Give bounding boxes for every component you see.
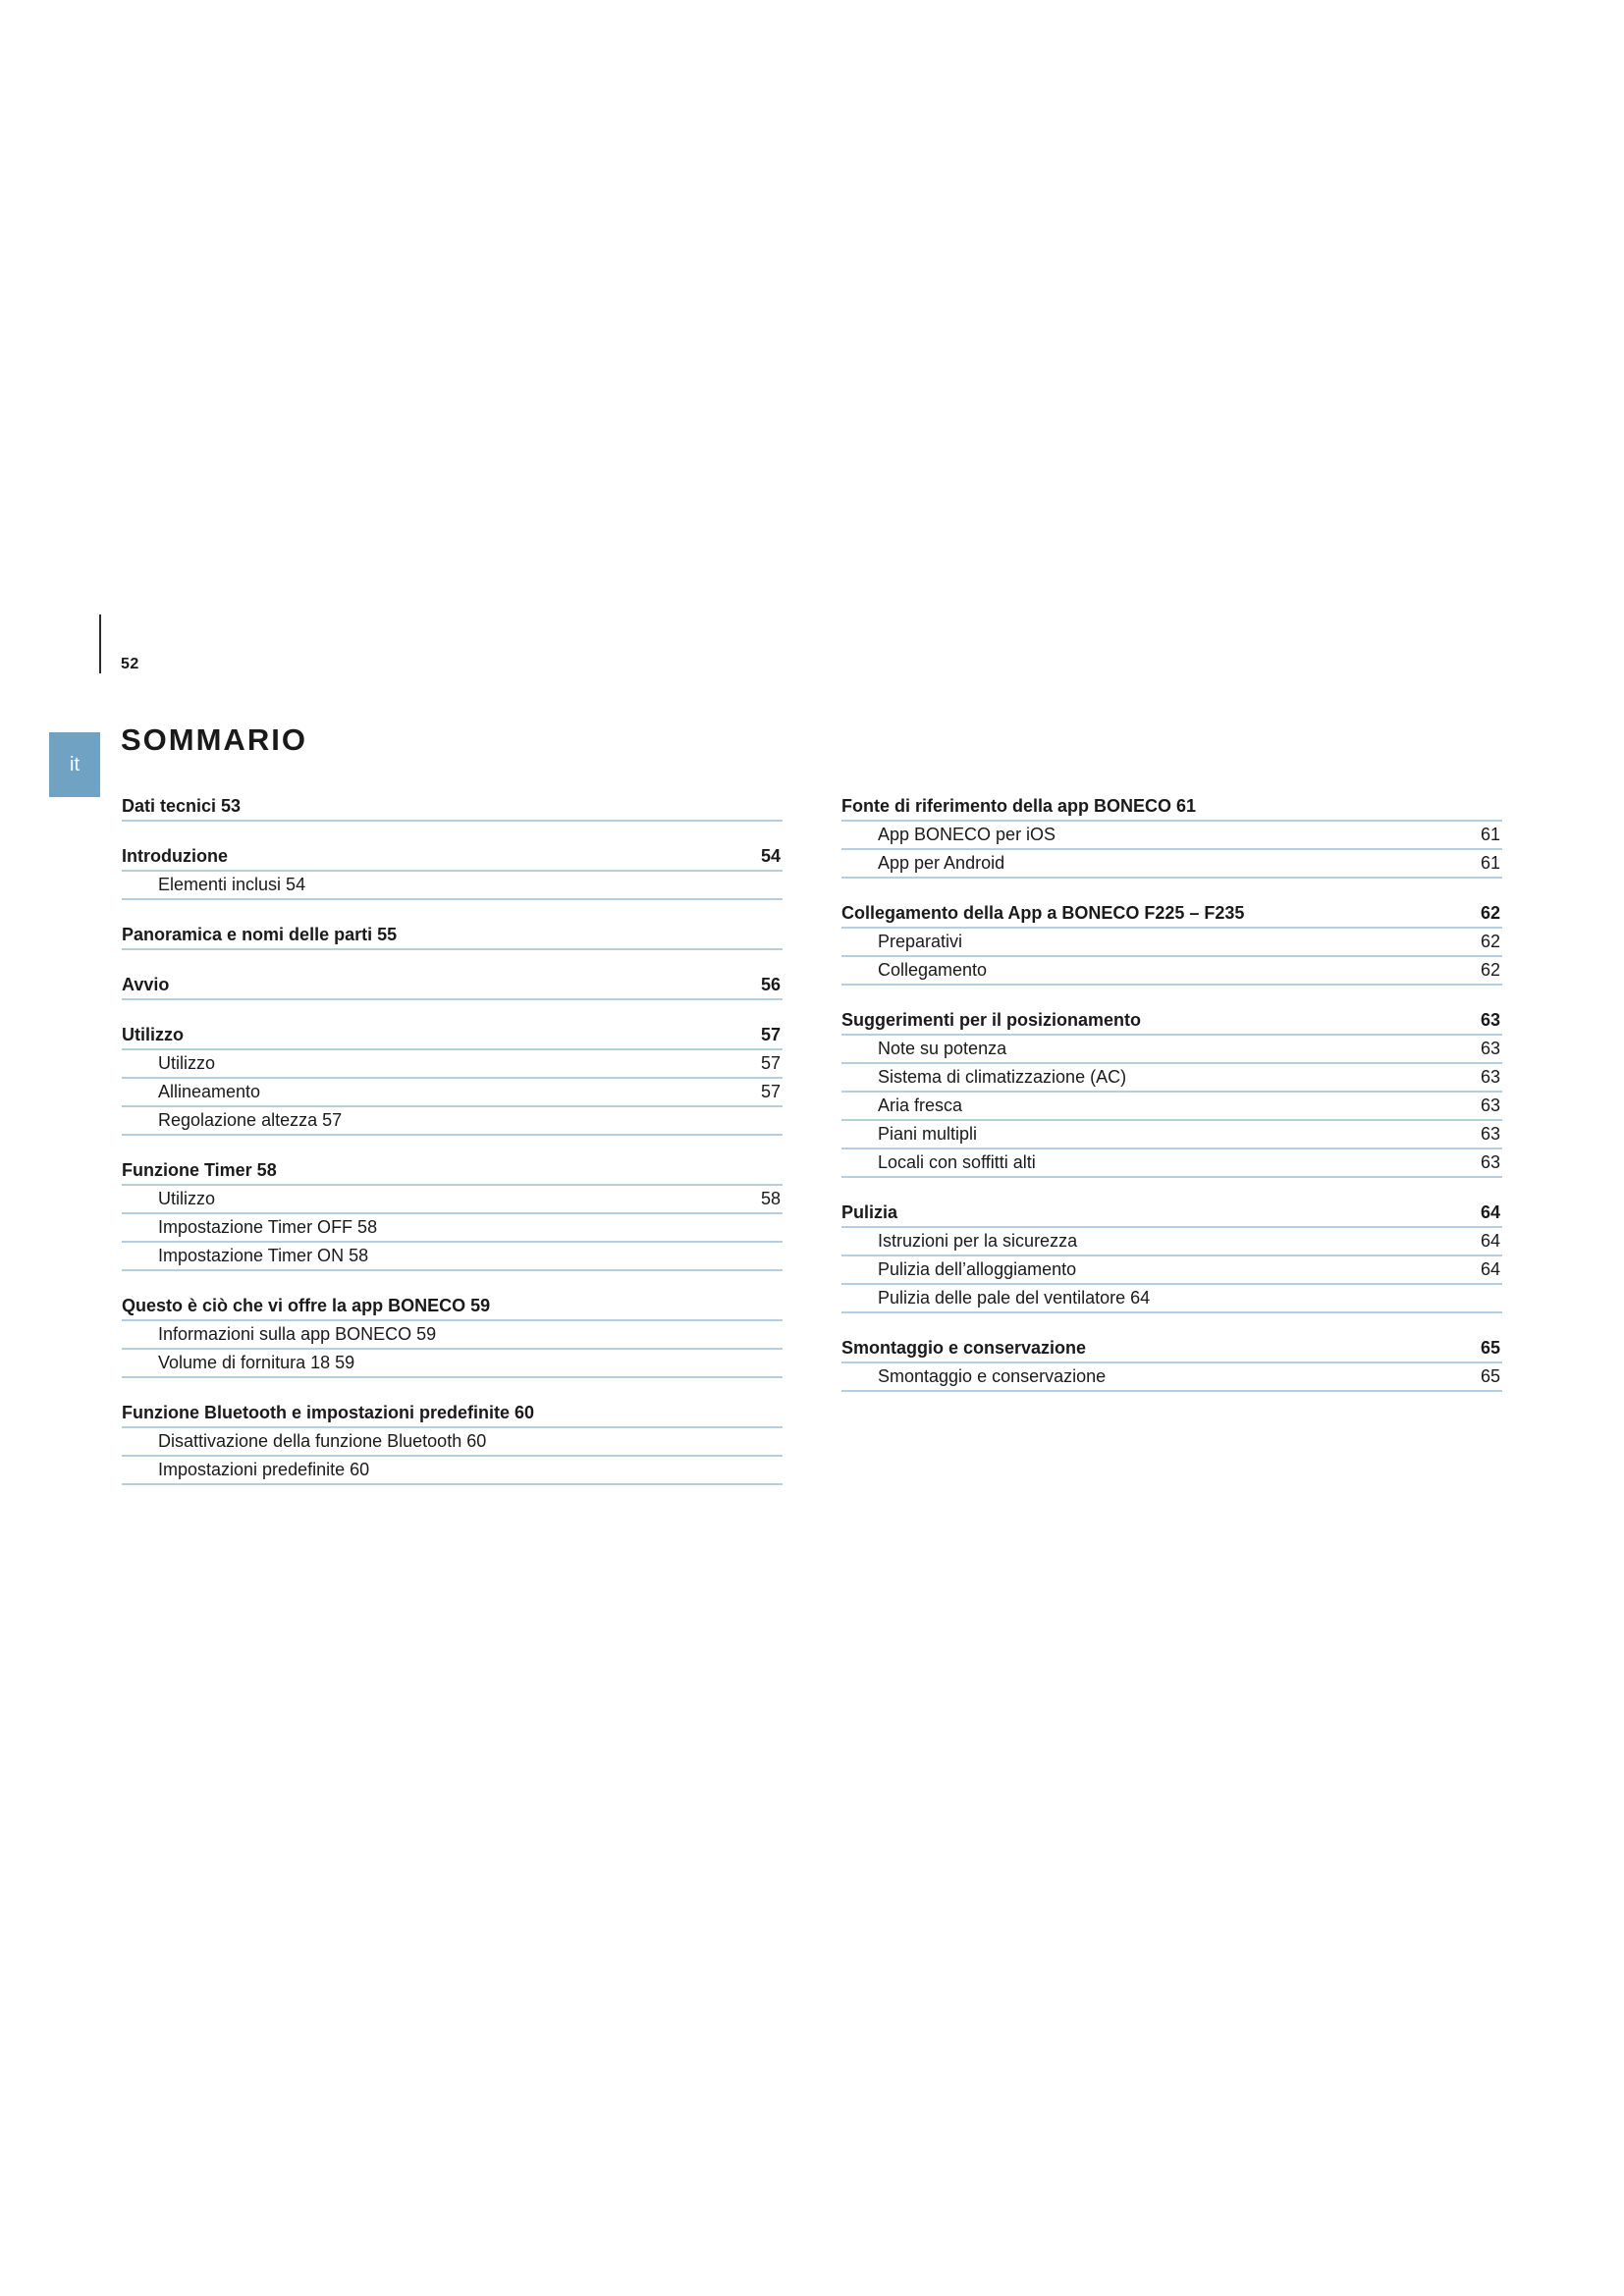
toc-heading[interactable] — [122, 1155, 783, 1186]
toc-entry[interactable] — [122, 1457, 783, 1485]
toc-heading-page: 56 — [760, 975, 781, 994]
toc-entry-page: 63 — [1480, 1124, 1500, 1144]
toc-heading-page: 64 — [1480, 1202, 1500, 1222]
toc-entry[interactable] — [841, 1363, 1502, 1392]
toc-entry-label: App BONECO per iOS — [878, 825, 1056, 844]
toc-entry[interactable] — [122, 1079, 783, 1107]
toc-entry-page: 61 — [1480, 825, 1500, 844]
toc-heading-page: 62 — [1480, 903, 1500, 923]
toc-heading-page: 63 — [1480, 1010, 1500, 1030]
toc-entry-page: 63 — [1480, 1095, 1500, 1115]
toc-entry[interactable] — [841, 957, 1502, 986]
toc-heading-page: 65 — [1480, 1338, 1500, 1358]
toc-entry-label: Volume di fornitura 18 59 — [158, 1353, 355, 1372]
toc-entry[interactable] — [122, 1214, 783, 1243]
toc-section — [122, 1398, 783, 1485]
toc-section — [841, 791, 1502, 879]
toc-entry-page: 63 — [1480, 1152, 1500, 1172]
toc-entry-label: Locali con soffitti alti — [878, 1152, 1036, 1172]
toc-heading[interactable] — [122, 1291, 783, 1321]
toc-entry[interactable] — [122, 1321, 783, 1350]
toc-heading-label: Utilizzo — [122, 1025, 184, 1044]
toc-heading-label: Collegamento della App a BONECO F225 – F235 — [841, 903, 1245, 923]
toc-heading[interactable] — [122, 791, 783, 822]
toc-entry-label: Note su potenza — [878, 1039, 1007, 1058]
toc-entry[interactable] — [841, 1036, 1502, 1064]
toc-entry[interactable] — [841, 1121, 1502, 1149]
toc-entry[interactable] — [122, 1243, 783, 1271]
toc-entry-label: Allineamento — [158, 1082, 261, 1101]
toc-heading[interactable] — [841, 898, 1502, 929]
toc-heading-label: Panoramica e nomi delle parti 55 — [122, 925, 398, 944]
toc-heading-label: Funzione Timer 58 — [122, 1160, 277, 1180]
toc-column-right — [841, 791, 1502, 1412]
toc-entry[interactable] — [841, 1285, 1502, 1313]
toc-entry-label: Sistema di climatizzazione (AC) — [878, 1067, 1127, 1087]
toc-entry[interactable] — [122, 1186, 783, 1214]
toc-entry[interactable] — [841, 929, 1502, 957]
toc-heading[interactable] — [841, 1198, 1502, 1228]
toc-heading[interactable] — [122, 1020, 783, 1050]
toc-heading-label: Introduzione — [122, 846, 228, 866]
toc-entry[interactable] — [122, 1050, 783, 1079]
toc-section — [122, 1291, 783, 1378]
toc-entry-label: Disattivazione della funzione Bluetooth 60 — [158, 1431, 487, 1451]
toc-entry-label: Pulizia delle pale del ventilatore 64 — [878, 1288, 1151, 1308]
toc-entry[interactable] — [841, 1228, 1502, 1256]
toc-section — [122, 1155, 783, 1271]
toc-entry-page: 64 — [1480, 1259, 1500, 1279]
toc-entry-label: Utilizzo — [158, 1053, 216, 1073]
toc-heading-label: Suggerimenti per il posizionamento — [841, 1010, 1142, 1030]
toc-entry[interactable] — [841, 1093, 1502, 1121]
toc-column-left — [122, 791, 783, 1505]
toc-entry-label: Piani multipli — [878, 1124, 978, 1144]
toc-entry[interactable] — [841, 1064, 1502, 1093]
toc-entry[interactable] — [841, 822, 1502, 850]
toc-entry-page: 57 — [760, 1082, 781, 1101]
toc-entry-label: Istruzioni per la sicurezza — [878, 1231, 1078, 1251]
toc-section — [841, 1005, 1502, 1178]
toc-heading[interactable] — [841, 791, 1502, 822]
toc-entry-page: 62 — [1480, 960, 1500, 980]
toc-entry-label: Aria fresca — [878, 1095, 963, 1115]
toc-entry-page: 63 — [1480, 1067, 1500, 1087]
toc-entry-page: 65 — [1480, 1366, 1500, 1386]
toc-entry[interactable] — [841, 1256, 1502, 1285]
toc-section — [841, 1333, 1502, 1392]
toc-entry-page: 57 — [760, 1053, 781, 1073]
toc-heading[interactable] — [841, 1005, 1502, 1036]
toc-heading-label: Smontaggio e conservazione — [841, 1338, 1087, 1358]
toc-section — [122, 920, 783, 950]
toc-entry-page: 63 — [1480, 1039, 1500, 1058]
toc-entry[interactable] — [122, 1107, 783, 1136]
toc-heading-label: Dati tecnici 53 — [122, 796, 242, 816]
toc-entry-label: Collegamento — [878, 960, 988, 980]
toc-section — [122, 791, 783, 822]
toc-entry-page: 62 — [1480, 932, 1500, 951]
page-title: SOMMARIO — [121, 722, 307, 757]
toc-entry-label: Preparativi — [878, 932, 963, 951]
toc-heading[interactable] — [122, 920, 783, 950]
toc-section — [841, 898, 1502, 986]
toc-entry-page: 61 — [1480, 853, 1500, 873]
toc-heading-label: Avvio — [122, 975, 170, 994]
toc-entry[interactable] — [841, 1149, 1502, 1178]
toc-heading[interactable] — [122, 970, 783, 1000]
toc-entry-label: Utilizzo — [158, 1189, 216, 1208]
toc-entry-label: Pulizia dell’alloggiamento — [878, 1259, 1077, 1279]
toc-heading[interactable] — [841, 1333, 1502, 1363]
toc-heading[interactable] — [122, 841, 783, 872]
toc-entry-page: 64 — [1480, 1231, 1500, 1251]
toc-entry[interactable] — [122, 1428, 783, 1457]
toc-entry-label: Informazioni sulla app BONECO 59 — [158, 1324, 437, 1344]
language-tab: it — [49, 732, 100, 797]
toc-entry-label: Impostazioni predefinite 60 — [158, 1460, 370, 1479]
toc-entry-label: Elementi inclusi 54 — [158, 875, 306, 894]
toc-entry[interactable] — [841, 850, 1502, 879]
toc-heading-label: Questo è ciò che vi offre la app BONECO 59 — [122, 1296, 491, 1315]
margin-rule — [99, 614, 101, 673]
toc-heading[interactable] — [122, 1398, 783, 1428]
toc-heading-label: Fonte di riferimento della app BONECO 61 — [841, 796, 1197, 816]
toc-heading-page: 57 — [760, 1025, 781, 1044]
page-number: 52 — [121, 656, 139, 672]
toc-section — [122, 970, 783, 1000]
toc-heading-label: Pulizia — [841, 1202, 898, 1222]
toc-heading-page: 54 — [760, 846, 781, 866]
toc-section — [122, 1020, 783, 1136]
toc-entry-label: Impostazione Timer OFF 58 — [158, 1217, 378, 1237]
toc-section — [122, 841, 783, 900]
toc-section — [841, 1198, 1502, 1313]
toc-entry[interactable] — [122, 1350, 783, 1378]
toc-heading-label: Funzione Bluetooth e impostazioni predefinite 60 — [122, 1403, 535, 1422]
toc-entry[interactable] — [122, 872, 783, 900]
toc-entry-label: Impostazione Timer ON 58 — [158, 1246, 369, 1265]
toc-entry-label: App per Android — [878, 853, 1005, 873]
toc-entry-page: 58 — [760, 1189, 781, 1208]
toc-entry-label: Regolazione altezza 57 — [158, 1110, 343, 1130]
toc-entry-label: Smontaggio e conservazione — [878, 1366, 1107, 1386]
